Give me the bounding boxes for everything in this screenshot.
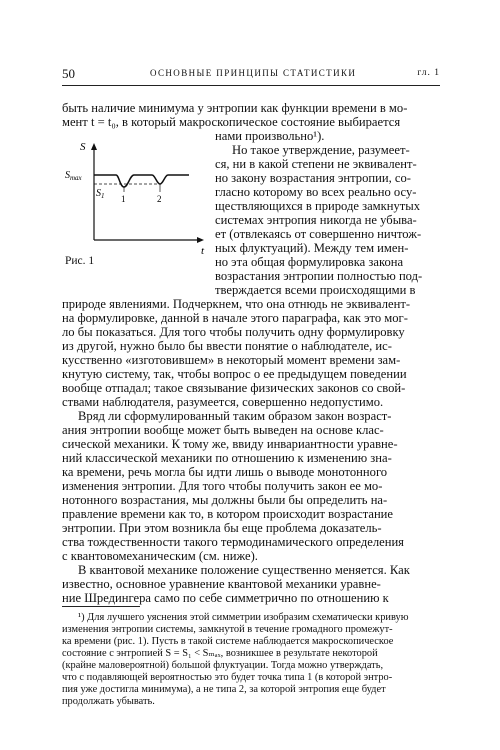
footnote-line: что с подавляющей вероятностью это будет точка типа 1 (в которой энтро- xyxy=(62,672,393,683)
body-line: известно, основное уравнение квантовой механики уравне- xyxy=(62,577,381,591)
body-line: Но такое утверждение, разумеет- xyxy=(232,143,410,157)
body-line: ствами наблюдателя, разумеется, совершенно недопустимо. xyxy=(62,395,384,409)
body-line: нотонного возрастания, мы должны были бы определить на- xyxy=(62,493,388,507)
t-axis-label: t xyxy=(201,245,205,255)
page-number: 50 xyxy=(62,66,75,81)
body-line: Вряд ли сформулированный таким образом закон возраст- xyxy=(78,409,392,423)
body-line: ка времени, речь могла бы идти лишь о выводе монотонного xyxy=(62,465,388,479)
body-line: ществляющихся в природе замкнутых xyxy=(215,199,421,213)
body-line: сической механики. К тому же, ввиду инвариантности уравне- xyxy=(62,437,398,451)
body-line: ний классической механики по отношению к изменению зна- xyxy=(62,451,392,465)
body-line: энтропии. При этом возникла бы еще проблема доказатель- xyxy=(62,521,382,535)
smax-label: $S_{max}$ xyxy=(65,170,82,182)
footnote-line: ка времени (рис. 1). Пусть в такой системе наблюдается макроскопическое xyxy=(62,636,394,647)
point-1-label: 1 xyxy=(121,194,126,204)
body-line: ся, ни в какой степени не эквивалент- xyxy=(215,157,417,171)
body-line: ет (отвлекаясь от совершенно ничтож- xyxy=(215,227,422,241)
body-line: ства тождественности такого термодинамического определения xyxy=(62,535,404,549)
body-line: тверждается всеми происходящими в xyxy=(215,283,416,297)
body-line: но эта общая формулировка закона xyxy=(215,255,404,269)
s-axis-label: S xyxy=(80,141,86,153)
body-line: но закону возрастания энтропии, со- xyxy=(215,171,411,185)
body-line: гласно которому во всех реально осу- xyxy=(215,185,417,199)
t-axis-arrow-icon xyxy=(197,237,204,243)
figure-caption: Рис. 1 xyxy=(65,255,95,267)
entropy-plot xyxy=(64,140,214,255)
s-axis-arrow-icon xyxy=(91,143,97,150)
body-line: возрастания энтропии полностью под- xyxy=(215,269,423,283)
footnote-rule xyxy=(62,606,140,607)
footnote-line: (крайне маловероятной) большой флуктуации. Тогда можно утверждать, xyxy=(62,660,384,671)
entropy-curve xyxy=(94,175,189,187)
body-line: В квантовой механике положение существенно меняется. Как xyxy=(78,563,410,577)
s1-label: $S_1$ xyxy=(96,188,105,200)
body-line: кнутую систему, так, чтобы вопрос о ее предыдущем поведении xyxy=(62,367,407,381)
page-header xyxy=(62,66,440,82)
body-line: мент t = t₀, в который макроскопическое состояние выбирается xyxy=(62,115,401,129)
body-line: ние Шредингера само по себе симметрично по отношению к xyxy=(62,591,389,605)
body-line: нами произвольно¹). xyxy=(215,129,325,143)
body-line: изменения энтропии. Для того чтобы получить закон ее мо- xyxy=(62,479,383,493)
chapter-label: гл. 1 xyxy=(417,68,440,78)
body-line: на формулировке, данной в начале этого параграфа, как это мог- xyxy=(62,311,408,325)
body-line: быть наличие минимума у энтропии как функции времени в мо- xyxy=(62,101,408,115)
footnote-line: пия уже достигла минимума), а не типа 2, за которой энтропия еще будет xyxy=(62,684,386,695)
body-line: ания энтропии вообще может быть выведен на основе клас- xyxy=(62,423,384,437)
body-line: кусственно «изготовившем» в некоторый момент времени зам- xyxy=(62,353,401,367)
footnote-line: ¹) Для лучшего уяснения этой симметрии изобразим схематически кривую xyxy=(78,612,409,623)
footnote-line: продолжать убывать. xyxy=(62,696,155,707)
footnote-line: изменения энтропии системы, замкнутой в течение громадного промежут- xyxy=(62,624,393,635)
body-line: системах энтропия никогда не убыва- xyxy=(215,213,417,227)
body-line: из другой, нужно было бы ввести понятие о наблюдателе, ис- xyxy=(62,339,392,353)
body-line: вообще отпадал; такое связывание физических законов со свой- xyxy=(62,381,406,395)
body-line: ло бы показаться. Для того чтобы получить одну формулировку xyxy=(62,325,405,339)
body-line: правление времени как то, в котором происходит возрастание xyxy=(62,507,394,521)
header-rule xyxy=(62,85,440,86)
body-line: ных флуктуаций). Между тем имен- xyxy=(215,241,409,255)
running-title: ОСНОВНЫЕ ПРИНЦИПЫ СТАТИСТИКИ xyxy=(150,68,357,78)
point-2-label: 2 xyxy=(157,194,162,204)
body-line: природе явлениями. Подчеркнем, что она отнюдь не эквивалент- xyxy=(62,297,411,311)
body-line: с квантовомеханическим (см. ниже). xyxy=(62,549,258,563)
footnote-line: состояние с энтропией S = S₁ < Sₘₐₓ, возникшее в результате некоторой xyxy=(62,648,378,659)
